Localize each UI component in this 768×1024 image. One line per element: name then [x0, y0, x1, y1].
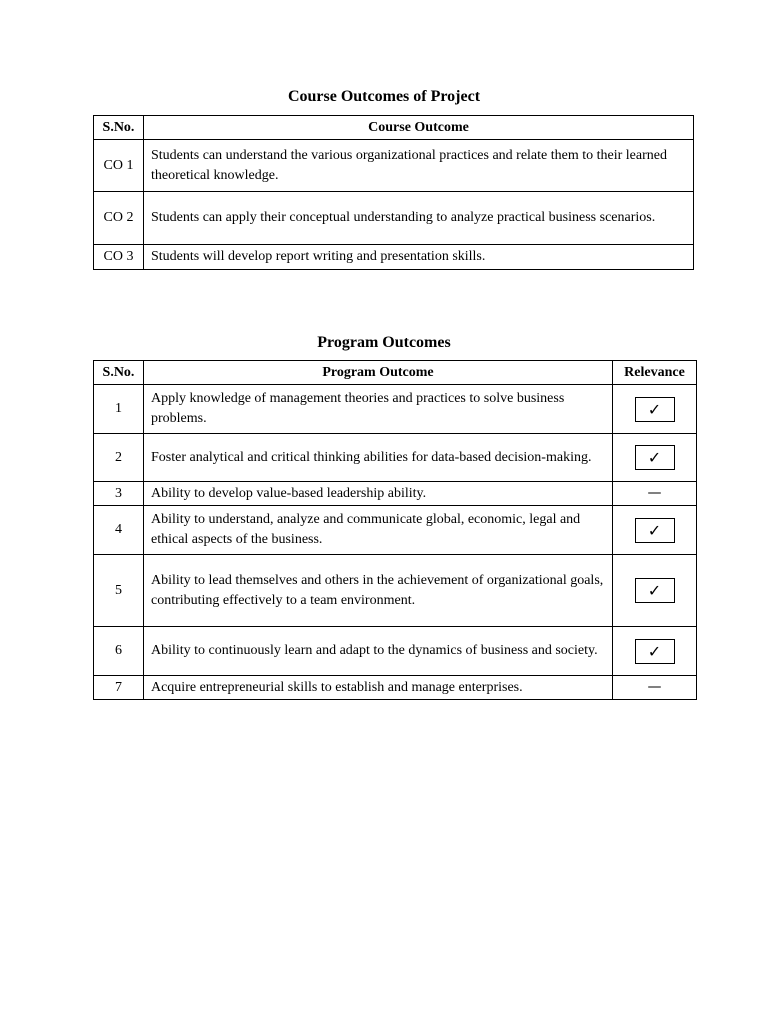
checkmark-icon: ✓ — [635, 578, 675, 603]
table-row — [94, 245, 694, 270]
checkmark-icon: ✓ — [635, 639, 675, 664]
relevance-cell — [613, 676, 697, 700]
program-outcomes-title: Program Outcomes — [317, 334, 451, 351]
sno-cell: 4 — [94, 506, 144, 555]
table-row — [94, 385, 697, 434]
sno-cell: 3 — [94, 482, 144, 506]
dash-icon: — — [647, 679, 662, 695]
table-row — [94, 506, 697, 555]
outcome-cell: Ability to continuously learn and adapt to the dynamics of business and society. — [143, 627, 612, 676]
outcome-cell: Ability to understand, analyze and communicate global, economic, legal and ethical aspects of the business. — [143, 506, 612, 555]
course-outcomes-table — [93, 115, 694, 270]
table-row — [94, 192, 694, 245]
outcome-cell: Ability to develop value-based leadership ability. — [143, 482, 612, 506]
dash-icon: — — [647, 485, 662, 501]
sno-header: S.No. — [94, 116, 144, 140]
table-row — [94, 555, 697, 627]
relevance-cell — [613, 482, 697, 506]
course-outcomes-title: Course Outcomes of Project — [287, 88, 481, 105]
table-row — [94, 434, 697, 482]
outcome-cell: Ability to lead themselves and others in the achievement of organizational goals, contributing effectively to a team environment. — [143, 555, 612, 627]
relevance-header: Relevance — [613, 361, 697, 385]
checkmark-icon: ✓ — [635, 445, 675, 470]
program-outcomes-table — [93, 360, 697, 700]
program-outcome-header: Program Outcome — [143, 361, 612, 385]
sno-header: S.No. — [94, 361, 144, 385]
table-row — [94, 676, 697, 700]
sno-cell: CO 1 — [94, 140, 144, 192]
sno-cell: 7 — [94, 676, 144, 700]
outcome-cell: Apply knowledge of management theories and practices to solve business problems. — [143, 385, 612, 434]
outcome-cell: Students will develop report writing and presentation skills. — [143, 245, 693, 270]
sno-cell: 2 — [94, 434, 144, 482]
relevance-cell — [613, 434, 697, 482]
relevance-cell — [613, 506, 697, 555]
table-row — [94, 140, 694, 192]
table-row — [94, 627, 697, 676]
checkmark-icon: ✓ — [635, 397, 675, 422]
table-header-row — [94, 361, 697, 385]
outcome-cell: Foster analytical and critical thinking abilities for data-based decision-making. — [143, 434, 612, 482]
sno-cell: 1 — [94, 385, 144, 434]
sno-cell: CO 3 — [94, 245, 144, 270]
table-header-row — [94, 116, 694, 140]
sno-cell: 6 — [94, 627, 144, 676]
relevance-cell — [613, 627, 697, 676]
outcome-cell: Acquire entrepreneurial skills to establish and manage enterprises. — [143, 676, 612, 700]
sno-cell: CO 2 — [94, 192, 144, 245]
checkmark-icon: ✓ — [635, 518, 675, 543]
outcome-cell: Students can understand the various organizational practices and relate them to their learned theoretical knowledge. — [143, 140, 693, 192]
course-outcome-header: Course Outcome — [143, 116, 693, 140]
outcome-cell: Students can apply their conceptual understanding to analyze practical business scenarios. — [143, 192, 693, 245]
relevance-cell — [613, 555, 697, 627]
relevance-cell — [613, 385, 697, 434]
table-row — [94, 482, 697, 506]
sno-cell: 5 — [94, 555, 144, 627]
